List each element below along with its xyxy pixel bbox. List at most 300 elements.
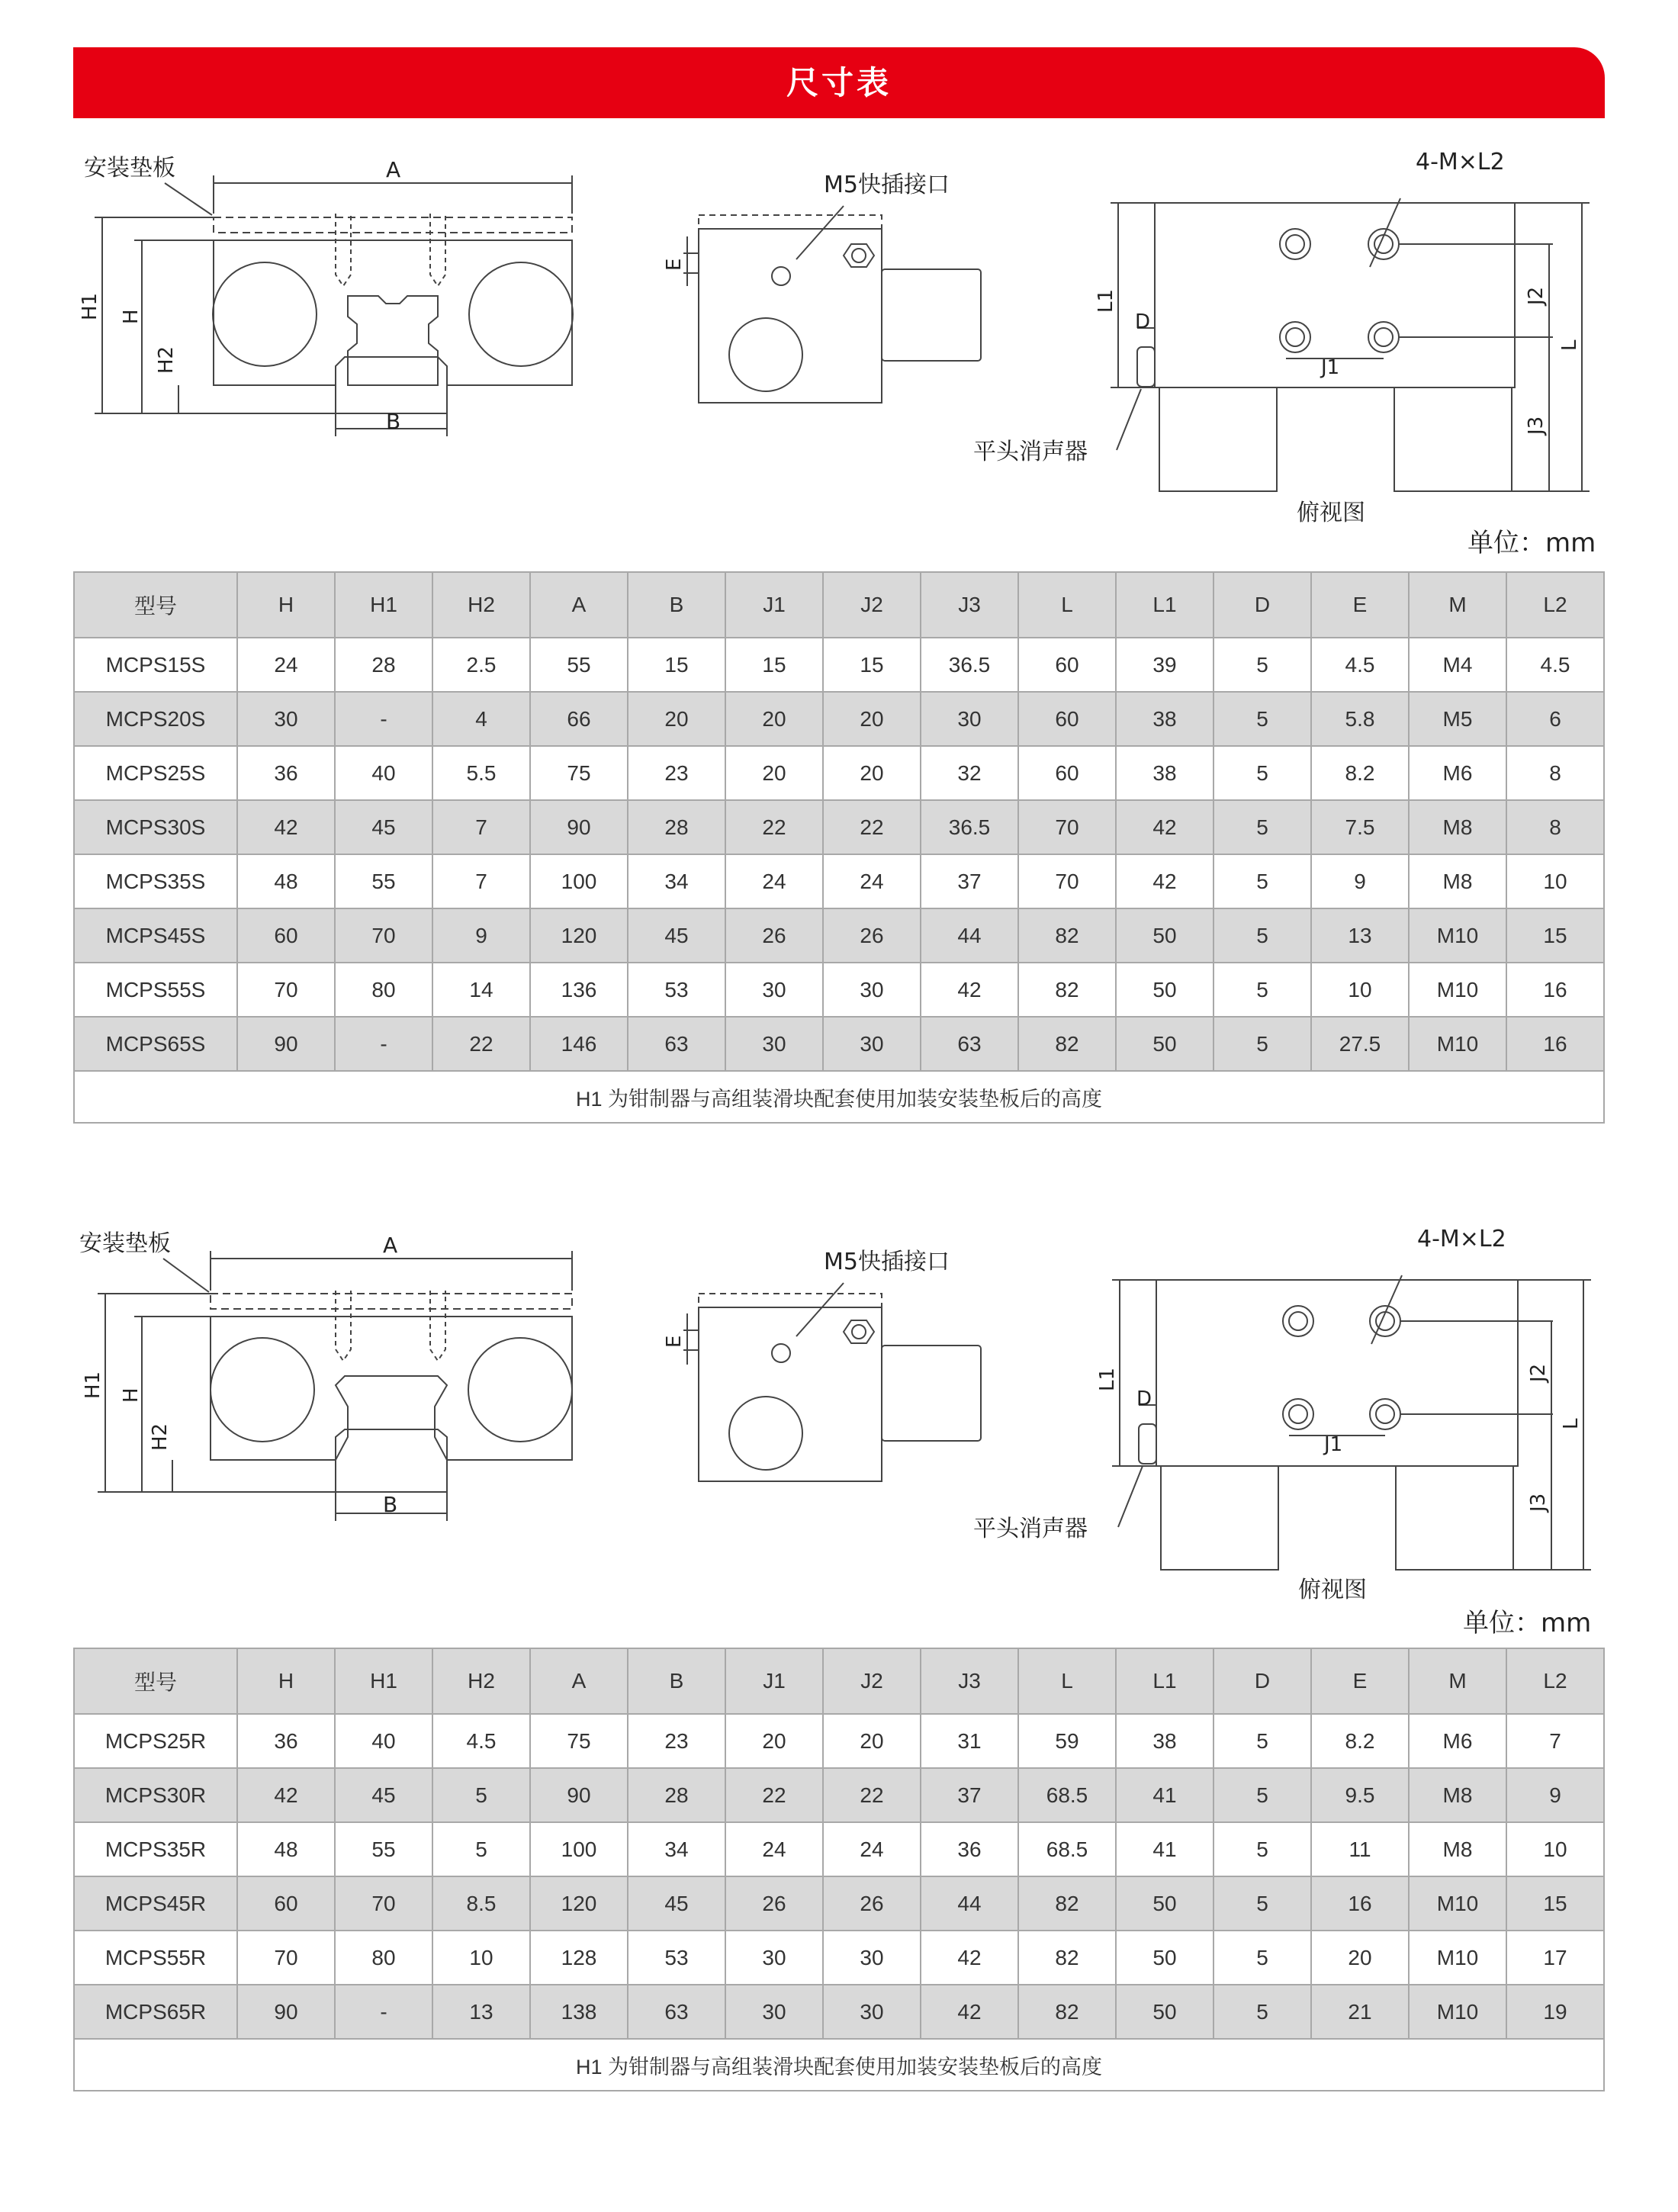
value-cell: 24 bbox=[237, 638, 335, 692]
value-cell: 42 bbox=[1116, 800, 1213, 854]
bolt-right bbox=[430, 214, 445, 286]
col-header: L2 bbox=[1506, 572, 1604, 638]
label-H2: H2 bbox=[149, 1423, 172, 1451]
value-cell: M5 bbox=[1409, 692, 1506, 746]
hole-tl bbox=[1280, 229, 1310, 259]
drawing-r-series bbox=[73, 1208, 1605, 1603]
value-cell: 5 bbox=[1213, 1714, 1311, 1768]
dimension-table-r bbox=[73, 1648, 1605, 2091]
table-header-row bbox=[74, 572, 1604, 638]
value-cell: 45 bbox=[628, 1876, 725, 1931]
value-cell: 13 bbox=[1311, 908, 1409, 963]
value-cell: 15 bbox=[725, 638, 823, 692]
value-cell: 82 bbox=[1018, 908, 1116, 963]
value-cell: M10 bbox=[1409, 1985, 1506, 2039]
side-port-hole bbox=[772, 267, 790, 285]
value-cell: 28 bbox=[628, 800, 725, 854]
value-cell: 136 bbox=[530, 963, 628, 1017]
value-cell: 138 bbox=[530, 1985, 628, 2039]
col-header: L2 bbox=[1506, 1648, 1604, 1714]
value-cell: 90 bbox=[530, 1768, 628, 1822]
label-B: B bbox=[383, 1492, 398, 1517]
hole-bl bbox=[1280, 322, 1310, 352]
value-cell: 20 bbox=[725, 1714, 823, 1768]
value-cell: M8 bbox=[1409, 800, 1506, 854]
mounting-plate-outline bbox=[214, 217, 572, 233]
value-cell: 36 bbox=[237, 1714, 335, 1768]
value-cell: 39 bbox=[1116, 638, 1213, 692]
value-cell: M10 bbox=[1409, 1876, 1506, 1931]
value-cell: - bbox=[335, 692, 432, 746]
value-cell: 30 bbox=[823, 963, 921, 1017]
value-cell: 30 bbox=[823, 1985, 921, 2039]
muffler-leader bbox=[1117, 389, 1141, 450]
value-cell: 55 bbox=[335, 854, 432, 908]
value-cell: 28 bbox=[335, 638, 432, 692]
value-cell: 6 bbox=[1506, 692, 1604, 746]
value-cell: 36 bbox=[921, 1822, 1018, 1876]
value-cell: 50 bbox=[1116, 1931, 1213, 1985]
roller-right bbox=[468, 1338, 572, 1442]
value-cell: 15 bbox=[628, 638, 725, 692]
label-top-view: 俯视图 bbox=[1298, 1577, 1367, 1603]
value-cell: 75 bbox=[530, 1714, 628, 1768]
model-cell: MCPS65R bbox=[74, 1985, 237, 2039]
value-cell: 48 bbox=[237, 1822, 335, 1876]
value-cell: 5 bbox=[1213, 908, 1311, 963]
plate-leader bbox=[165, 183, 212, 215]
value-cell: 20 bbox=[823, 692, 921, 746]
value-cell: 22 bbox=[725, 1768, 823, 1822]
col-header: L bbox=[1018, 572, 1116, 638]
label-J3: J3 bbox=[1527, 1493, 1550, 1512]
table-row bbox=[74, 1876, 1604, 1931]
value-cell: 100 bbox=[530, 1822, 628, 1876]
value-cell: 30 bbox=[725, 963, 823, 1017]
value-cell: 8.5 bbox=[432, 1876, 530, 1931]
muffler bbox=[1137, 347, 1155, 387]
value-cell: 4 bbox=[432, 692, 530, 746]
col-header: H1 bbox=[335, 1648, 432, 1714]
value-cell: 50 bbox=[1116, 908, 1213, 963]
value-cell: M10 bbox=[1409, 1931, 1506, 1985]
value-cell: 42 bbox=[921, 1931, 1018, 1985]
value-cell: 24 bbox=[725, 854, 823, 908]
side-cylinder bbox=[882, 269, 981, 361]
roller-left bbox=[211, 1338, 314, 1442]
col-header: D bbox=[1213, 1648, 1311, 1714]
value-cell: 26 bbox=[823, 1876, 921, 1931]
value-cell: 60 bbox=[1018, 746, 1116, 800]
value-cell: 60 bbox=[237, 908, 335, 963]
side-port-hole bbox=[772, 1344, 790, 1362]
col-header: 型号 bbox=[74, 1648, 237, 1714]
side-nut bbox=[844, 244, 874, 267]
table-row bbox=[74, 854, 1604, 908]
dimension-table-s bbox=[73, 571, 1605, 1124]
value-cell: 5 bbox=[1213, 1017, 1311, 1071]
value-cell: 90 bbox=[237, 1017, 335, 1071]
value-cell: 53 bbox=[628, 1931, 725, 1985]
label-plate: 安装垫板 bbox=[79, 1230, 171, 1257]
value-cell: 5 bbox=[1213, 746, 1311, 800]
model-cell: MCPS45R bbox=[74, 1876, 237, 1931]
model-cell: MCPS35R bbox=[74, 1822, 237, 1876]
value-cell: 42 bbox=[921, 963, 1018, 1017]
value-cell: 37 bbox=[921, 854, 1018, 908]
value-cell: 23 bbox=[628, 1714, 725, 1768]
label-port: M5快插接口 bbox=[824, 1249, 950, 1275]
side-body bbox=[699, 229, 882, 403]
value-cell: 60 bbox=[1018, 692, 1116, 746]
value-cell: 17 bbox=[1506, 1931, 1604, 1985]
value-cell: 21 bbox=[1311, 1985, 1409, 2039]
value-cell: 24 bbox=[725, 1822, 823, 1876]
value-cell: 15 bbox=[1506, 908, 1604, 963]
value-cell: 42 bbox=[921, 1985, 1018, 2039]
value-cell: 75 bbox=[530, 746, 628, 800]
value-cell: 42 bbox=[1116, 854, 1213, 908]
table-row bbox=[74, 746, 1604, 800]
value-cell: 9 bbox=[432, 908, 530, 963]
value-cell: 9 bbox=[1506, 1768, 1604, 1822]
value-cell: 36.5 bbox=[921, 800, 1018, 854]
col-header: H bbox=[237, 572, 335, 638]
value-cell: 5 bbox=[1213, 963, 1311, 1017]
label-H2: H2 bbox=[155, 346, 178, 374]
unit-label-r: 单位：mm bbox=[1463, 1608, 1592, 1638]
value-cell: 4.5 bbox=[1311, 638, 1409, 692]
value-cell: 16 bbox=[1506, 963, 1604, 1017]
col-header: M bbox=[1409, 572, 1506, 638]
port-leader bbox=[796, 206, 844, 259]
model-cell: MCPS15S bbox=[74, 638, 237, 692]
col-header: H1 bbox=[335, 572, 432, 638]
label-A: A bbox=[383, 1233, 398, 1258]
col-header: J2 bbox=[823, 1648, 921, 1714]
label-E: E bbox=[663, 1335, 686, 1348]
table-row bbox=[74, 963, 1604, 1017]
col-header: L bbox=[1018, 1648, 1116, 1714]
muffler bbox=[1139, 1424, 1156, 1464]
value-cell: 22 bbox=[432, 1017, 530, 1071]
model-cell: MCPS35S bbox=[74, 854, 237, 908]
value-cell: - bbox=[335, 1985, 432, 2039]
label-E: E bbox=[663, 258, 686, 271]
table-row bbox=[74, 1017, 1604, 1071]
col-header: A bbox=[530, 572, 628, 638]
value-cell: 50 bbox=[1116, 1985, 1213, 2039]
model-cell: MCPS55S bbox=[74, 963, 237, 1017]
value-cell: 16 bbox=[1311, 1876, 1409, 1931]
table-row bbox=[74, 692, 1604, 746]
col-header: E bbox=[1311, 1648, 1409, 1714]
value-cell: 30 bbox=[921, 692, 1018, 746]
label-mxl2: 4-M×L2 bbox=[1416, 149, 1505, 175]
value-cell: 38 bbox=[1116, 692, 1213, 746]
label-plate: 安装垫板 bbox=[84, 155, 175, 182]
table-row bbox=[74, 1985, 1604, 2039]
value-cell: 5 bbox=[1213, 800, 1311, 854]
label-port: M5快插接口 bbox=[824, 172, 950, 198]
bolt-right bbox=[430, 1291, 445, 1361]
port-leader bbox=[796, 1283, 844, 1336]
model-cell: MCPS45S bbox=[74, 908, 237, 963]
table-row bbox=[74, 1714, 1604, 1768]
col-header: J3 bbox=[921, 1648, 1018, 1714]
value-cell: 45 bbox=[335, 1768, 432, 1822]
value-cell: 20 bbox=[725, 746, 823, 800]
col-header: J1 bbox=[725, 1648, 823, 1714]
value-cell: M10 bbox=[1409, 1017, 1506, 1071]
mounting-plate-outline bbox=[211, 1294, 572, 1309]
label-B: B bbox=[386, 409, 401, 434]
value-cell: 16 bbox=[1506, 1017, 1604, 1071]
value-cell: 55 bbox=[335, 1822, 432, 1876]
value-cell: 82 bbox=[1018, 1017, 1116, 1071]
value-cell: M8 bbox=[1409, 1768, 1506, 1822]
table-note: H1 为钳制器与高组装滑块配套使用加装安装垫板后的高度 bbox=[74, 2039, 1604, 2091]
value-cell: M8 bbox=[1409, 854, 1506, 908]
hole-br bbox=[1370, 1399, 1400, 1429]
value-cell: 7 bbox=[432, 800, 530, 854]
hole-tr bbox=[1368, 229, 1399, 259]
label-muffler: 平头消声器 bbox=[973, 439, 1088, 465]
value-cell: 70 bbox=[1018, 854, 1116, 908]
value-cell: 11 bbox=[1311, 1822, 1409, 1876]
value-cell: 60 bbox=[1018, 638, 1116, 692]
col-header: B bbox=[628, 1648, 725, 1714]
value-cell: 70 bbox=[335, 908, 432, 963]
label-J2: J2 bbox=[1527, 1363, 1550, 1382]
value-cell: 146 bbox=[530, 1017, 628, 1071]
model-cell: MCPS30S bbox=[74, 800, 237, 854]
value-cell: 50 bbox=[1116, 1876, 1213, 1931]
value-cell: 5 bbox=[1213, 1768, 1311, 1822]
value-cell: 30 bbox=[237, 692, 335, 746]
value-cell: 5 bbox=[432, 1768, 530, 1822]
value-cell: 5.5 bbox=[432, 746, 530, 800]
value-cell: 5 bbox=[432, 1822, 530, 1876]
col-header: 型号 bbox=[74, 572, 237, 638]
value-cell: 40 bbox=[335, 1714, 432, 1768]
value-cell: 24 bbox=[823, 1822, 921, 1876]
value-cell: 22 bbox=[823, 1768, 921, 1822]
col-header: M bbox=[1409, 1648, 1506, 1714]
value-cell: 26 bbox=[725, 1876, 823, 1931]
value-cell: 70 bbox=[237, 1931, 335, 1985]
value-cell: 63 bbox=[628, 1985, 725, 2039]
value-cell: 20 bbox=[823, 1714, 921, 1768]
value-cell: 10 bbox=[1311, 963, 1409, 1017]
value-cell: 55 bbox=[530, 638, 628, 692]
value-cell: 13 bbox=[432, 1985, 530, 2039]
table-r-body bbox=[74, 1714, 1604, 2039]
value-cell: 30 bbox=[725, 1017, 823, 1071]
table-row bbox=[74, 1768, 1604, 1822]
diagram-s-series bbox=[73, 130, 1605, 526]
value-cell: M6 bbox=[1409, 1714, 1506, 1768]
value-cell: 20 bbox=[823, 746, 921, 800]
col-header: E bbox=[1311, 572, 1409, 638]
value-cell: 38 bbox=[1116, 746, 1213, 800]
table-row bbox=[74, 1931, 1604, 1985]
value-cell: 7 bbox=[1506, 1714, 1604, 1768]
value-cell: 27.5 bbox=[1311, 1017, 1409, 1071]
value-cell: 66 bbox=[530, 692, 628, 746]
col-header: A bbox=[530, 1648, 628, 1714]
value-cell: 82 bbox=[1018, 963, 1116, 1017]
roller-left bbox=[213, 262, 317, 366]
value-cell: 90 bbox=[237, 1985, 335, 2039]
value-cell: 15 bbox=[1506, 1876, 1604, 1931]
top-cylinder-left bbox=[1159, 387, 1277, 491]
value-cell: 14 bbox=[432, 963, 530, 1017]
value-cell: M4 bbox=[1409, 638, 1506, 692]
value-cell: 50 bbox=[1116, 963, 1213, 1017]
hole-tr bbox=[1370, 1306, 1400, 1336]
table-header-row bbox=[74, 1648, 1604, 1714]
model-cell: MCPS25S bbox=[74, 746, 237, 800]
value-cell: 36 bbox=[237, 746, 335, 800]
page-title: 尺寸表 bbox=[786, 64, 892, 101]
label-L: L bbox=[1558, 339, 1581, 351]
label-J1: J1 bbox=[1321, 356, 1340, 379]
value-cell: 30 bbox=[725, 1931, 823, 1985]
value-cell: 70 bbox=[237, 963, 335, 1017]
value-cell: 70 bbox=[1018, 800, 1116, 854]
value-cell: 10 bbox=[432, 1931, 530, 1985]
value-cell: 20 bbox=[1311, 1931, 1409, 1985]
header-banner bbox=[73, 47, 1605, 118]
label-D: D bbox=[1136, 1387, 1152, 1410]
value-cell: 22 bbox=[823, 800, 921, 854]
value-cell: 80 bbox=[335, 963, 432, 1017]
value-cell: 42 bbox=[237, 800, 335, 854]
value-cell: 82 bbox=[1018, 1876, 1116, 1931]
value-cell: 80 bbox=[335, 1931, 432, 1985]
value-cell: 42 bbox=[237, 1768, 335, 1822]
label-mxl2: 4-M×L2 bbox=[1417, 1226, 1506, 1252]
rail-profile bbox=[348, 296, 438, 385]
table-s-body bbox=[74, 638, 1604, 1071]
value-cell: 90 bbox=[530, 800, 628, 854]
col-header: L1 bbox=[1116, 572, 1213, 638]
side-cylinder bbox=[882, 1346, 981, 1441]
value-cell: 48 bbox=[237, 854, 335, 908]
muffler-leader bbox=[1118, 1466, 1143, 1527]
value-cell: 82 bbox=[1018, 1931, 1116, 1985]
value-cell: 8 bbox=[1506, 746, 1604, 800]
value-cell: 30 bbox=[725, 1985, 823, 2039]
value-cell: M6 bbox=[1409, 746, 1506, 800]
value-cell: 120 bbox=[530, 908, 628, 963]
label-J1: J1 bbox=[1324, 1433, 1343, 1456]
label-muffler: 平头消声器 bbox=[973, 1516, 1088, 1542]
hole-br bbox=[1368, 322, 1399, 352]
value-cell: 59 bbox=[1018, 1714, 1116, 1768]
value-cell: 38 bbox=[1116, 1714, 1213, 1768]
value-cell: 2.5 bbox=[432, 638, 530, 692]
table-note: H1 为钳制器与高组装滑块配套使用加装安装垫板后的高度 bbox=[74, 1071, 1604, 1123]
model-cell: MCPS20S bbox=[74, 692, 237, 746]
bolt-left bbox=[336, 214, 351, 286]
value-cell: M10 bbox=[1409, 963, 1506, 1017]
value-cell: 68.5 bbox=[1018, 1822, 1116, 1876]
side-roller bbox=[729, 318, 802, 391]
label-J2: J2 bbox=[1525, 286, 1548, 305]
model-cell: MCPS25R bbox=[74, 1714, 237, 1768]
value-cell: 34 bbox=[628, 854, 725, 908]
value-cell: 30 bbox=[823, 1931, 921, 1985]
value-cell: 32 bbox=[921, 746, 1018, 800]
label-L1: L1 bbox=[1096, 1367, 1119, 1391]
col-header: H2 bbox=[432, 572, 530, 638]
label-J3: J3 bbox=[1525, 416, 1548, 435]
value-cell: 4.5 bbox=[432, 1714, 530, 1768]
label-L: L bbox=[1560, 1418, 1583, 1429]
value-cell: 34 bbox=[628, 1822, 725, 1876]
side-roller bbox=[729, 1397, 802, 1470]
value-cell: 37 bbox=[921, 1768, 1018, 1822]
value-cell: 19 bbox=[1506, 1985, 1604, 2039]
table-row bbox=[74, 638, 1604, 692]
col-header: H2 bbox=[432, 1648, 530, 1714]
model-cell: MCPS30R bbox=[74, 1768, 237, 1822]
value-cell: 41 bbox=[1116, 1768, 1213, 1822]
value-cell: 5 bbox=[1213, 1985, 1311, 2039]
value-cell: 5 bbox=[1213, 854, 1311, 908]
side-body bbox=[699, 1307, 882, 1481]
value-cell: 41 bbox=[1116, 1822, 1213, 1876]
value-cell: 70 bbox=[335, 1876, 432, 1931]
value-cell: 15 bbox=[823, 638, 921, 692]
col-header: J1 bbox=[725, 572, 823, 638]
value-cell: 60 bbox=[237, 1876, 335, 1931]
label-top-view: 俯视图 bbox=[1297, 500, 1365, 526]
table-row bbox=[74, 908, 1604, 963]
value-cell: 5 bbox=[1213, 692, 1311, 746]
value-cell: 120 bbox=[530, 1876, 628, 1931]
value-cell: 30 bbox=[823, 1017, 921, 1071]
value-cell: 20 bbox=[628, 692, 725, 746]
col-header: L1 bbox=[1116, 1648, 1213, 1714]
side-nut bbox=[844, 1320, 874, 1343]
value-cell: 10 bbox=[1506, 1822, 1604, 1876]
value-cell: 82 bbox=[1018, 1985, 1116, 2039]
model-cell: MCPS55R bbox=[74, 1931, 237, 1985]
value-cell: 5.8 bbox=[1311, 692, 1409, 746]
value-cell: 68.5 bbox=[1018, 1768, 1116, 1822]
value-cell: 31 bbox=[921, 1714, 1018, 1768]
value-cell: 45 bbox=[628, 908, 725, 963]
roller-right bbox=[469, 262, 573, 366]
label-L1: L1 bbox=[1095, 288, 1117, 313]
value-cell: 36.5 bbox=[921, 638, 1018, 692]
top-cylinder-right bbox=[1396, 1466, 1513, 1570]
value-cell: 45 bbox=[335, 800, 432, 854]
diagram-r-series bbox=[73, 1208, 1605, 1603]
top-cylinder-left bbox=[1161, 1466, 1278, 1570]
value-cell: 28 bbox=[628, 1768, 725, 1822]
value-cell: 9.5 bbox=[1311, 1768, 1409, 1822]
value-cell: 8.2 bbox=[1311, 1714, 1409, 1768]
value-cell: M10 bbox=[1409, 908, 1506, 963]
value-cell: 44 bbox=[921, 908, 1018, 963]
value-cell: 22 bbox=[725, 800, 823, 854]
value-cell: M8 bbox=[1409, 1822, 1506, 1876]
label-H1: H1 bbox=[82, 1371, 104, 1399]
